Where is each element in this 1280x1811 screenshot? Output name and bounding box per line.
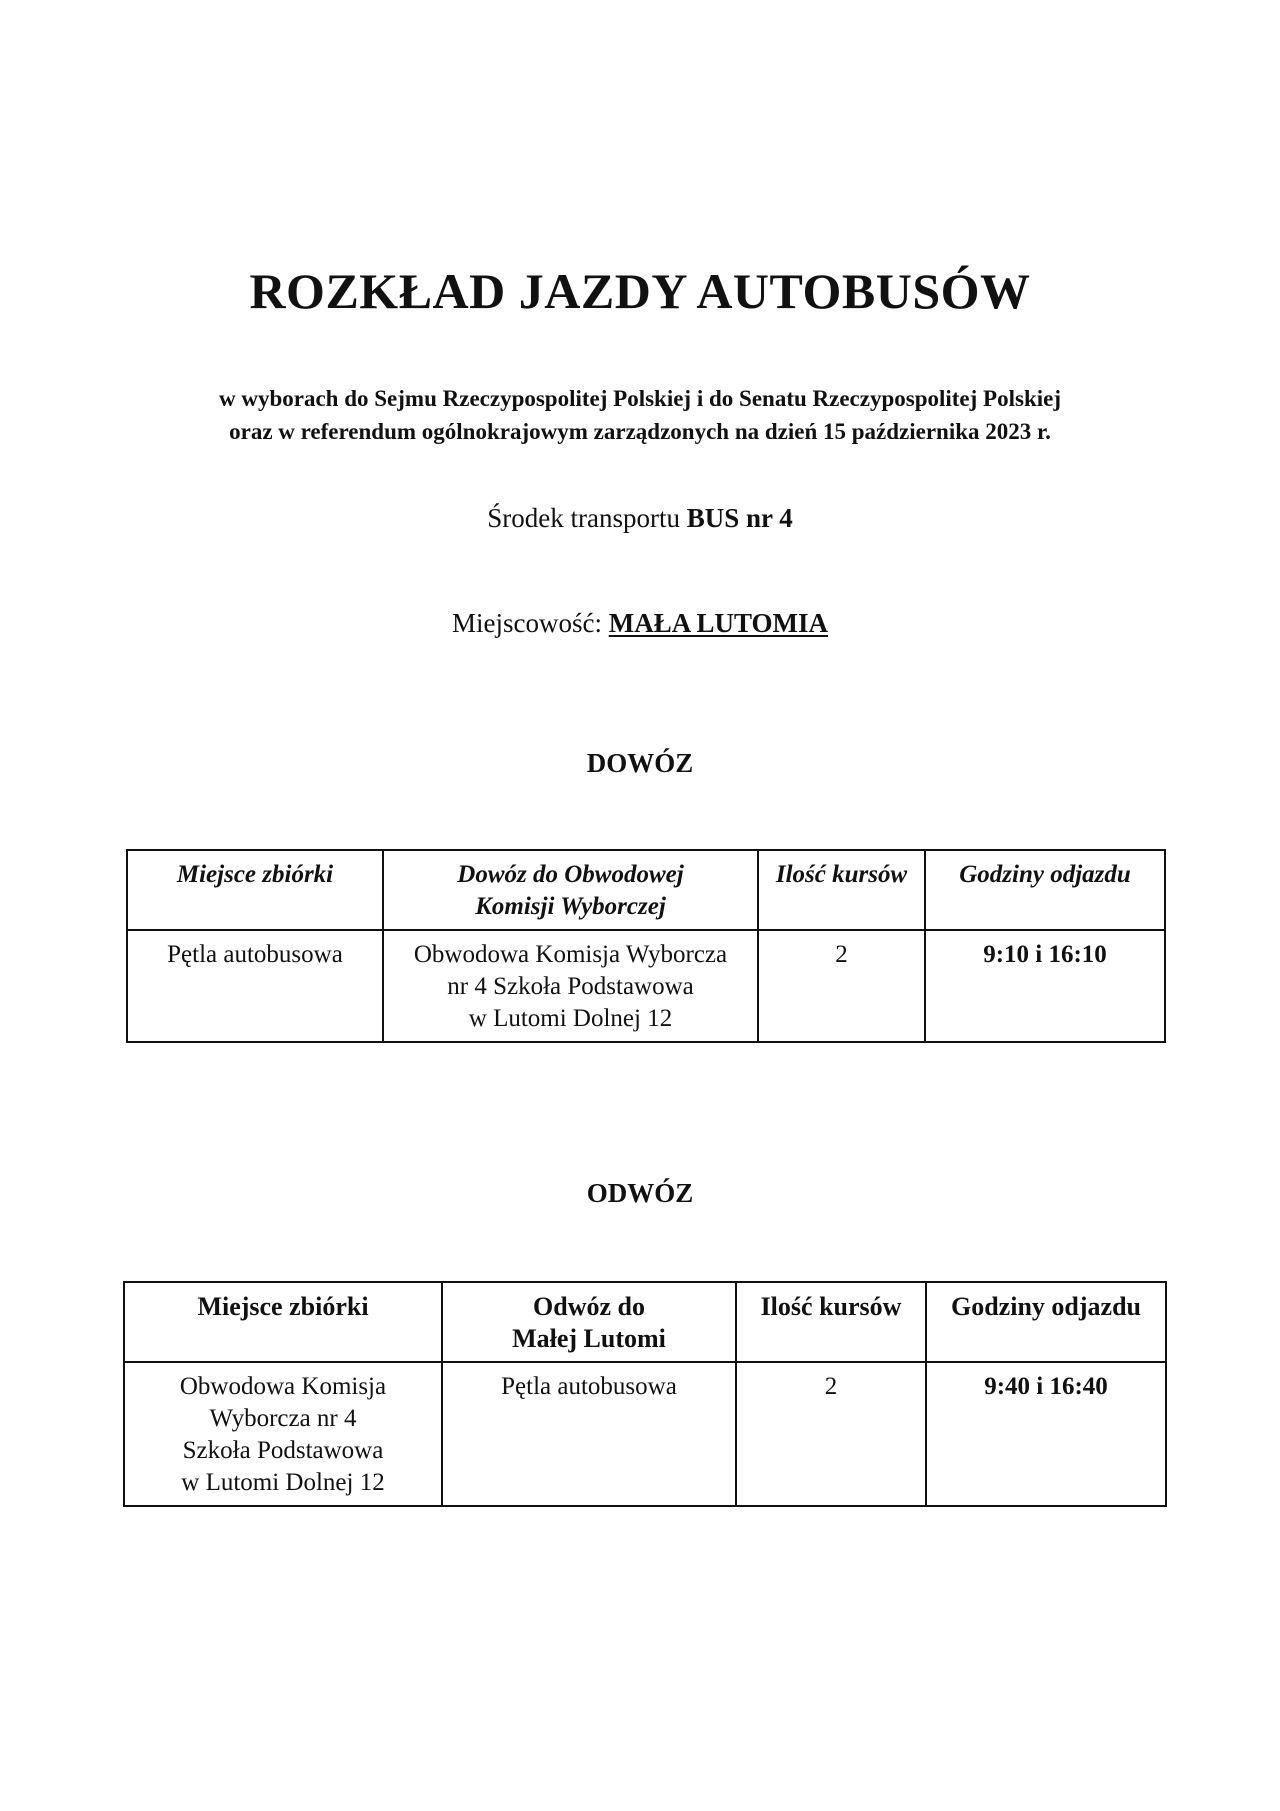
odwoz-cell-trips: 2: [736, 1362, 926, 1506]
odwoz-cell-place-line-3: Szkoła Podstawowa: [182, 1437, 384, 1464]
document-subtitle: [0, 382, 1280, 448]
dowoz-col-place: Miejsce zbiórki: [127, 850, 383, 930]
table-row: [124, 1362, 1166, 1506]
dowoz-cell-destination-line-2: nr 4 Szkoła Podstawowa: [447, 973, 694, 1000]
odwoz-header-row: [124, 1282, 1166, 1362]
odwoz-cell-place-line-1: Obwodowa Komisja: [179, 1373, 387, 1400]
dowoz-col-destination-line-1: Dowóz do Obwodowej: [457, 861, 684, 888]
dowoz-cell-destination-line-3: w Lutomi Dolnej 12: [468, 1005, 673, 1032]
odwoz-cell-place-line-4: w Lutomi Dolnej 12: [181, 1469, 385, 1496]
dowoz-cell-destination-line-1: Obwodowa Komisja Wyborcza: [413, 941, 728, 968]
dowoz-heading: DOWÓZ: [586, 748, 694, 778]
odwoz-col-trips: Ilość kursów: [736, 1282, 926, 1362]
subtitle-line-1: w wyborach do Sejmu Rzeczypospolitej Polskiej i do Senatu Rzeczypospolitej Polskiej: [219, 386, 1061, 411]
odwoz-cell-departures: 9:40 i 16:40: [926, 1362, 1166, 1506]
dowoz-cell-departures: 9:10 i 16:10: [925, 930, 1165, 1042]
dowoz-cell-trips: 2: [758, 930, 925, 1042]
odwoz-heading: ODWÓZ: [586, 1178, 694, 1208]
dowoz-col-destination-line-2: Komisji Wyborczej: [475, 893, 666, 920]
dowoz-col-departures: Godziny odjazdu: [925, 850, 1165, 930]
transport-info: [0, 503, 1280, 534]
odwoz-col-departures: Godziny odjazdu: [926, 1282, 1166, 1362]
dowoz-col-trips: Ilość kursów: [758, 850, 925, 930]
document-title: ROZKŁAD JAZDY AUTOBUSÓW: [249, 263, 1031, 319]
odwoz-col-destination-line-2: Małej Lutomi: [512, 1324, 666, 1353]
dowoz-cell-destination: [383, 930, 758, 1042]
subtitle-line-2: oraz w referendum ogólnokrajowym zarządzonych na dzień 15 października 2023 r.: [229, 419, 1051, 444]
locality-label: Miejscowość:: [451, 608, 602, 638]
transport-value: BUS nr 4: [686, 503, 793, 533]
odwoz-col-place: Miejsce zbiórki: [124, 1282, 442, 1362]
dowoz-col-destination: [383, 850, 758, 930]
locality-info: [0, 608, 1280, 639]
odwoz-cell-place: [124, 1362, 442, 1506]
table-row: [127, 930, 1165, 1042]
locality-value: MAŁA LUTOMIA: [608, 608, 828, 638]
odwoz-cell-destination: Pętla autobusowa: [442, 1362, 736, 1506]
odwoz-table: [123, 1281, 1167, 1507]
odwoz-col-destination-line-1: Odwóz do: [533, 1292, 645, 1321]
odwoz-col-destination: [442, 1282, 736, 1362]
odwoz-cell-place-line-2: Wyborcza nr 4: [209, 1405, 357, 1432]
dowoz-table: [126, 849, 1166, 1043]
transport-label: Środek transportu: [487, 503, 680, 533]
dowoz-cell-place: Pętla autobusowa: [127, 930, 383, 1042]
dowoz-header-row: [127, 850, 1165, 930]
